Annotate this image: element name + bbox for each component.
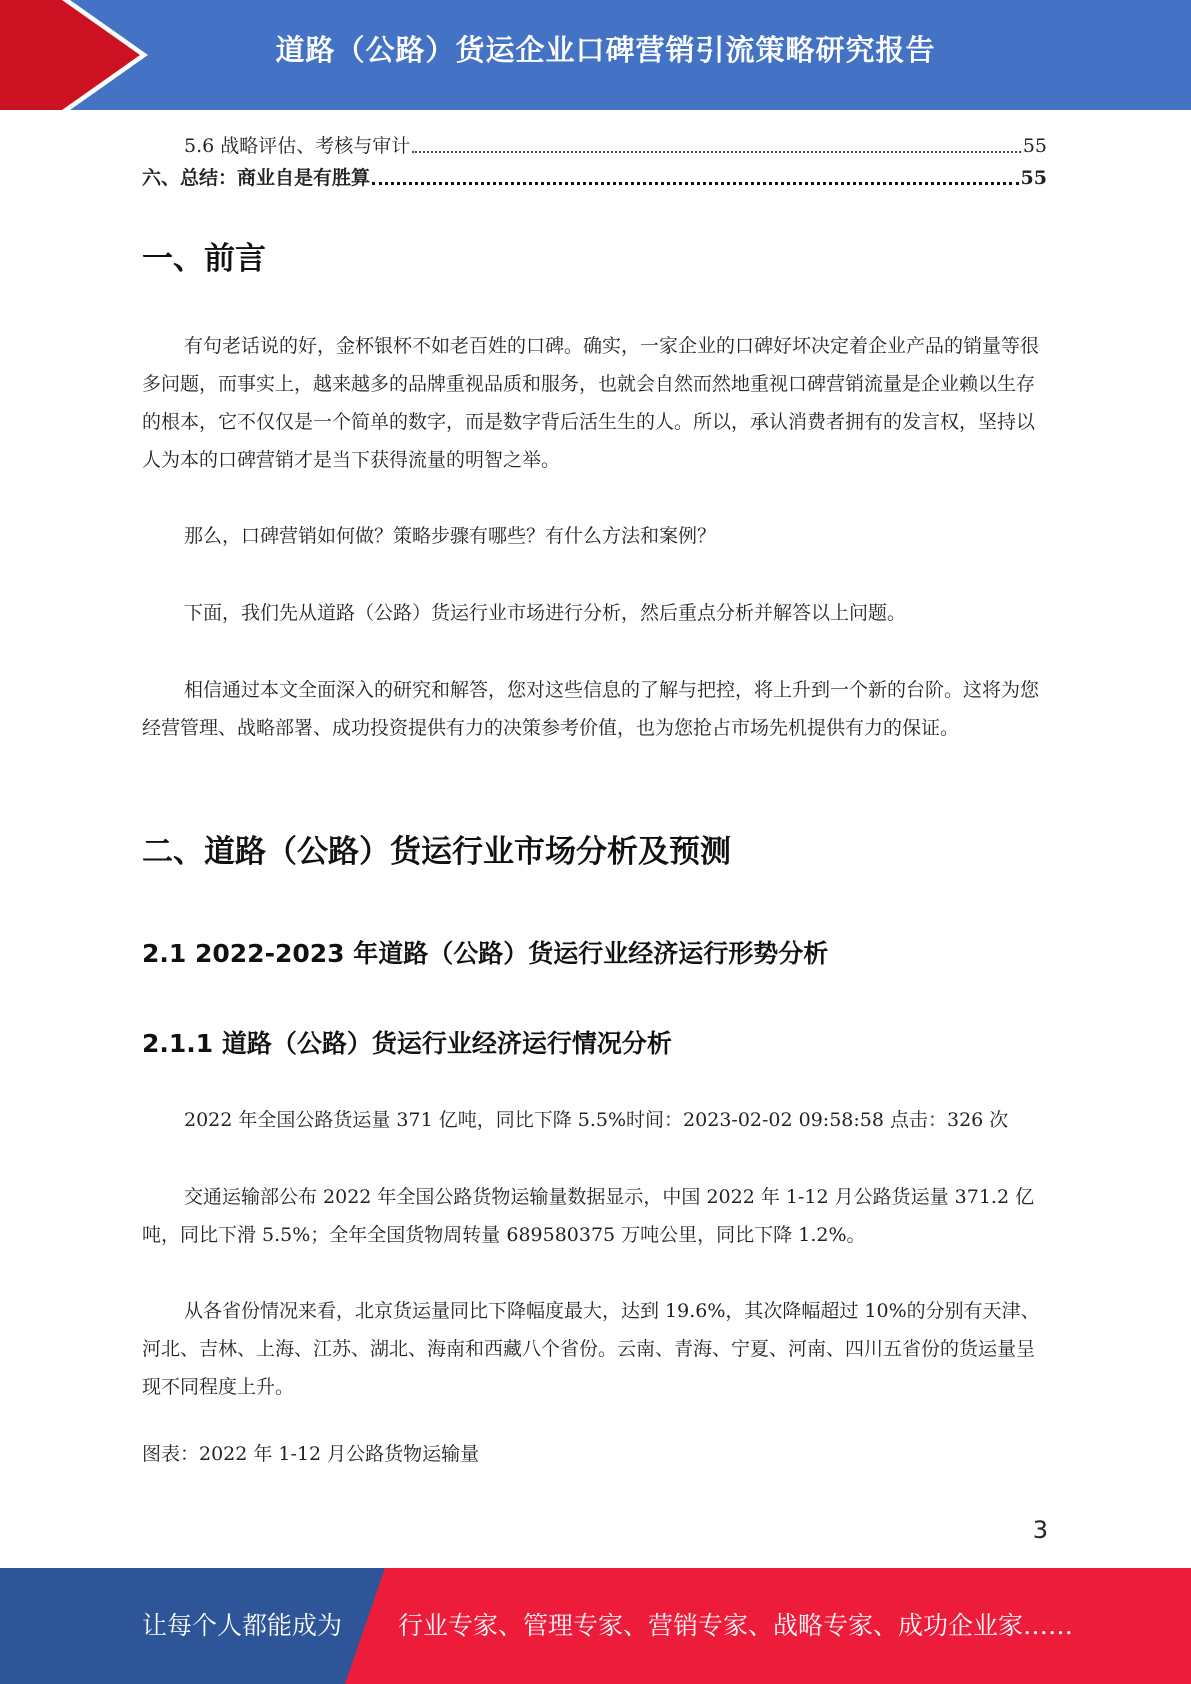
header-arrow-decoration	[0, 0, 160, 110]
paragraph: 有句老话说的好，金杯银杯不如老百姓的口碑。确实，一家企业的口碑好坏决定着企业产品的销量等很多问题，而事实上，越来越多的品牌重视品质和服务，也就会自然而然地重视口碑营销流量是企业赖以生存的根本，它不仅仅是一个简单的数字，而是数字背后活生生的人。所以，承认消费者拥有的发言权，坚持以人为本的口碑营销才是当下获得流量的明智之举。	[142, 335, 1040, 471]
preface-heading: 一、前言	[142, 241, 266, 277]
figure-caption: 图表：2022 年 1-12 月公路货物运输量	[142, 1443, 480, 1465]
header-band	[0, 0, 1191, 110]
toc-leader-dots	[412, 151, 1021, 153]
toc-entry-label: 六、总结：商业自是有胜算	[142, 167, 371, 189]
footer-band	[0, 1568, 1191, 1684]
page-number: 3	[1032, 1516, 1048, 1544]
paragraph: 从各省份情况来看，北京货运量同比下降幅度最大，达到 19.6%，其次降幅超过 10%的分别有天津、河北、吉林、上海、江苏、湖北、海南和西藏八个省份。云南、青海、宁夏、河南、四川五省份的货运量呈现不同程度上升。	[142, 1300, 1040, 1398]
subsection-heading: 2.1 2022-2023 年道路（公路）货运行业经济运行形势分析	[142, 939, 829, 968]
paragraph: 交通运输部公布 2022 年全国公路货物运输量数据显示，中国 2022 年 1-12 月公路货运量 371.2 亿吨，同比下滑 5.5%；全年全国货物周转量 689580375 万吨公里，同比下降 1.2%。	[142, 1186, 1035, 1246]
toc-entry-page: 55	[1022, 135, 1047, 157]
document-title: 道路（公路）货运企业口碑营销引流策略研究报告	[275, 33, 936, 67]
toc-entry[interactable]	[142, 163, 1047, 190]
toc-entry-label: 5.6 战略评估、考核与审计	[184, 135, 411, 157]
toc-leader-dots	[372, 182, 1019, 185]
footer-slogan-left: 让每个人都能成为	[142, 1611, 343, 1640]
paragraph: 那么，口碑营销如何做？策略步骤有哪些？有什么方法和案例？	[184, 525, 717, 547]
paragraph: 下面，我们先从道路（公路）货运行业市场进行分析，然后重点分析并解答以上问题。	[184, 602, 907, 624]
footer-slogan-right: 行业专家、管理专家、营销专家、战略专家、成功企业家……	[398, 1611, 1074, 1640]
toc-entry[interactable]	[184, 131, 1047, 158]
toc-entry-page: 55	[1020, 167, 1047, 189]
market-section-heading: 二、道路（公路）货运行业市场分析及预测	[142, 834, 731, 870]
subsubsection-heading: 2.1.1 道路（公路）货运行业经济运行情况分析	[142, 1029, 672, 1058]
paragraph: 相信通过本文全面深入的研究和解答，您对这些信息的了解与把控，将上升到一个新的台阶。这将为您经营管理、战略部署、成功投资提供有力的决策参考价值，也为您抢占市场先机提供有力的保证。	[142, 679, 1040, 739]
paragraph: 2022 年全国公路货运量 371 亿吨，同比下降 5.5%时间：2023-02-02 09:58:58 点击：326 次	[184, 1109, 1009, 1131]
